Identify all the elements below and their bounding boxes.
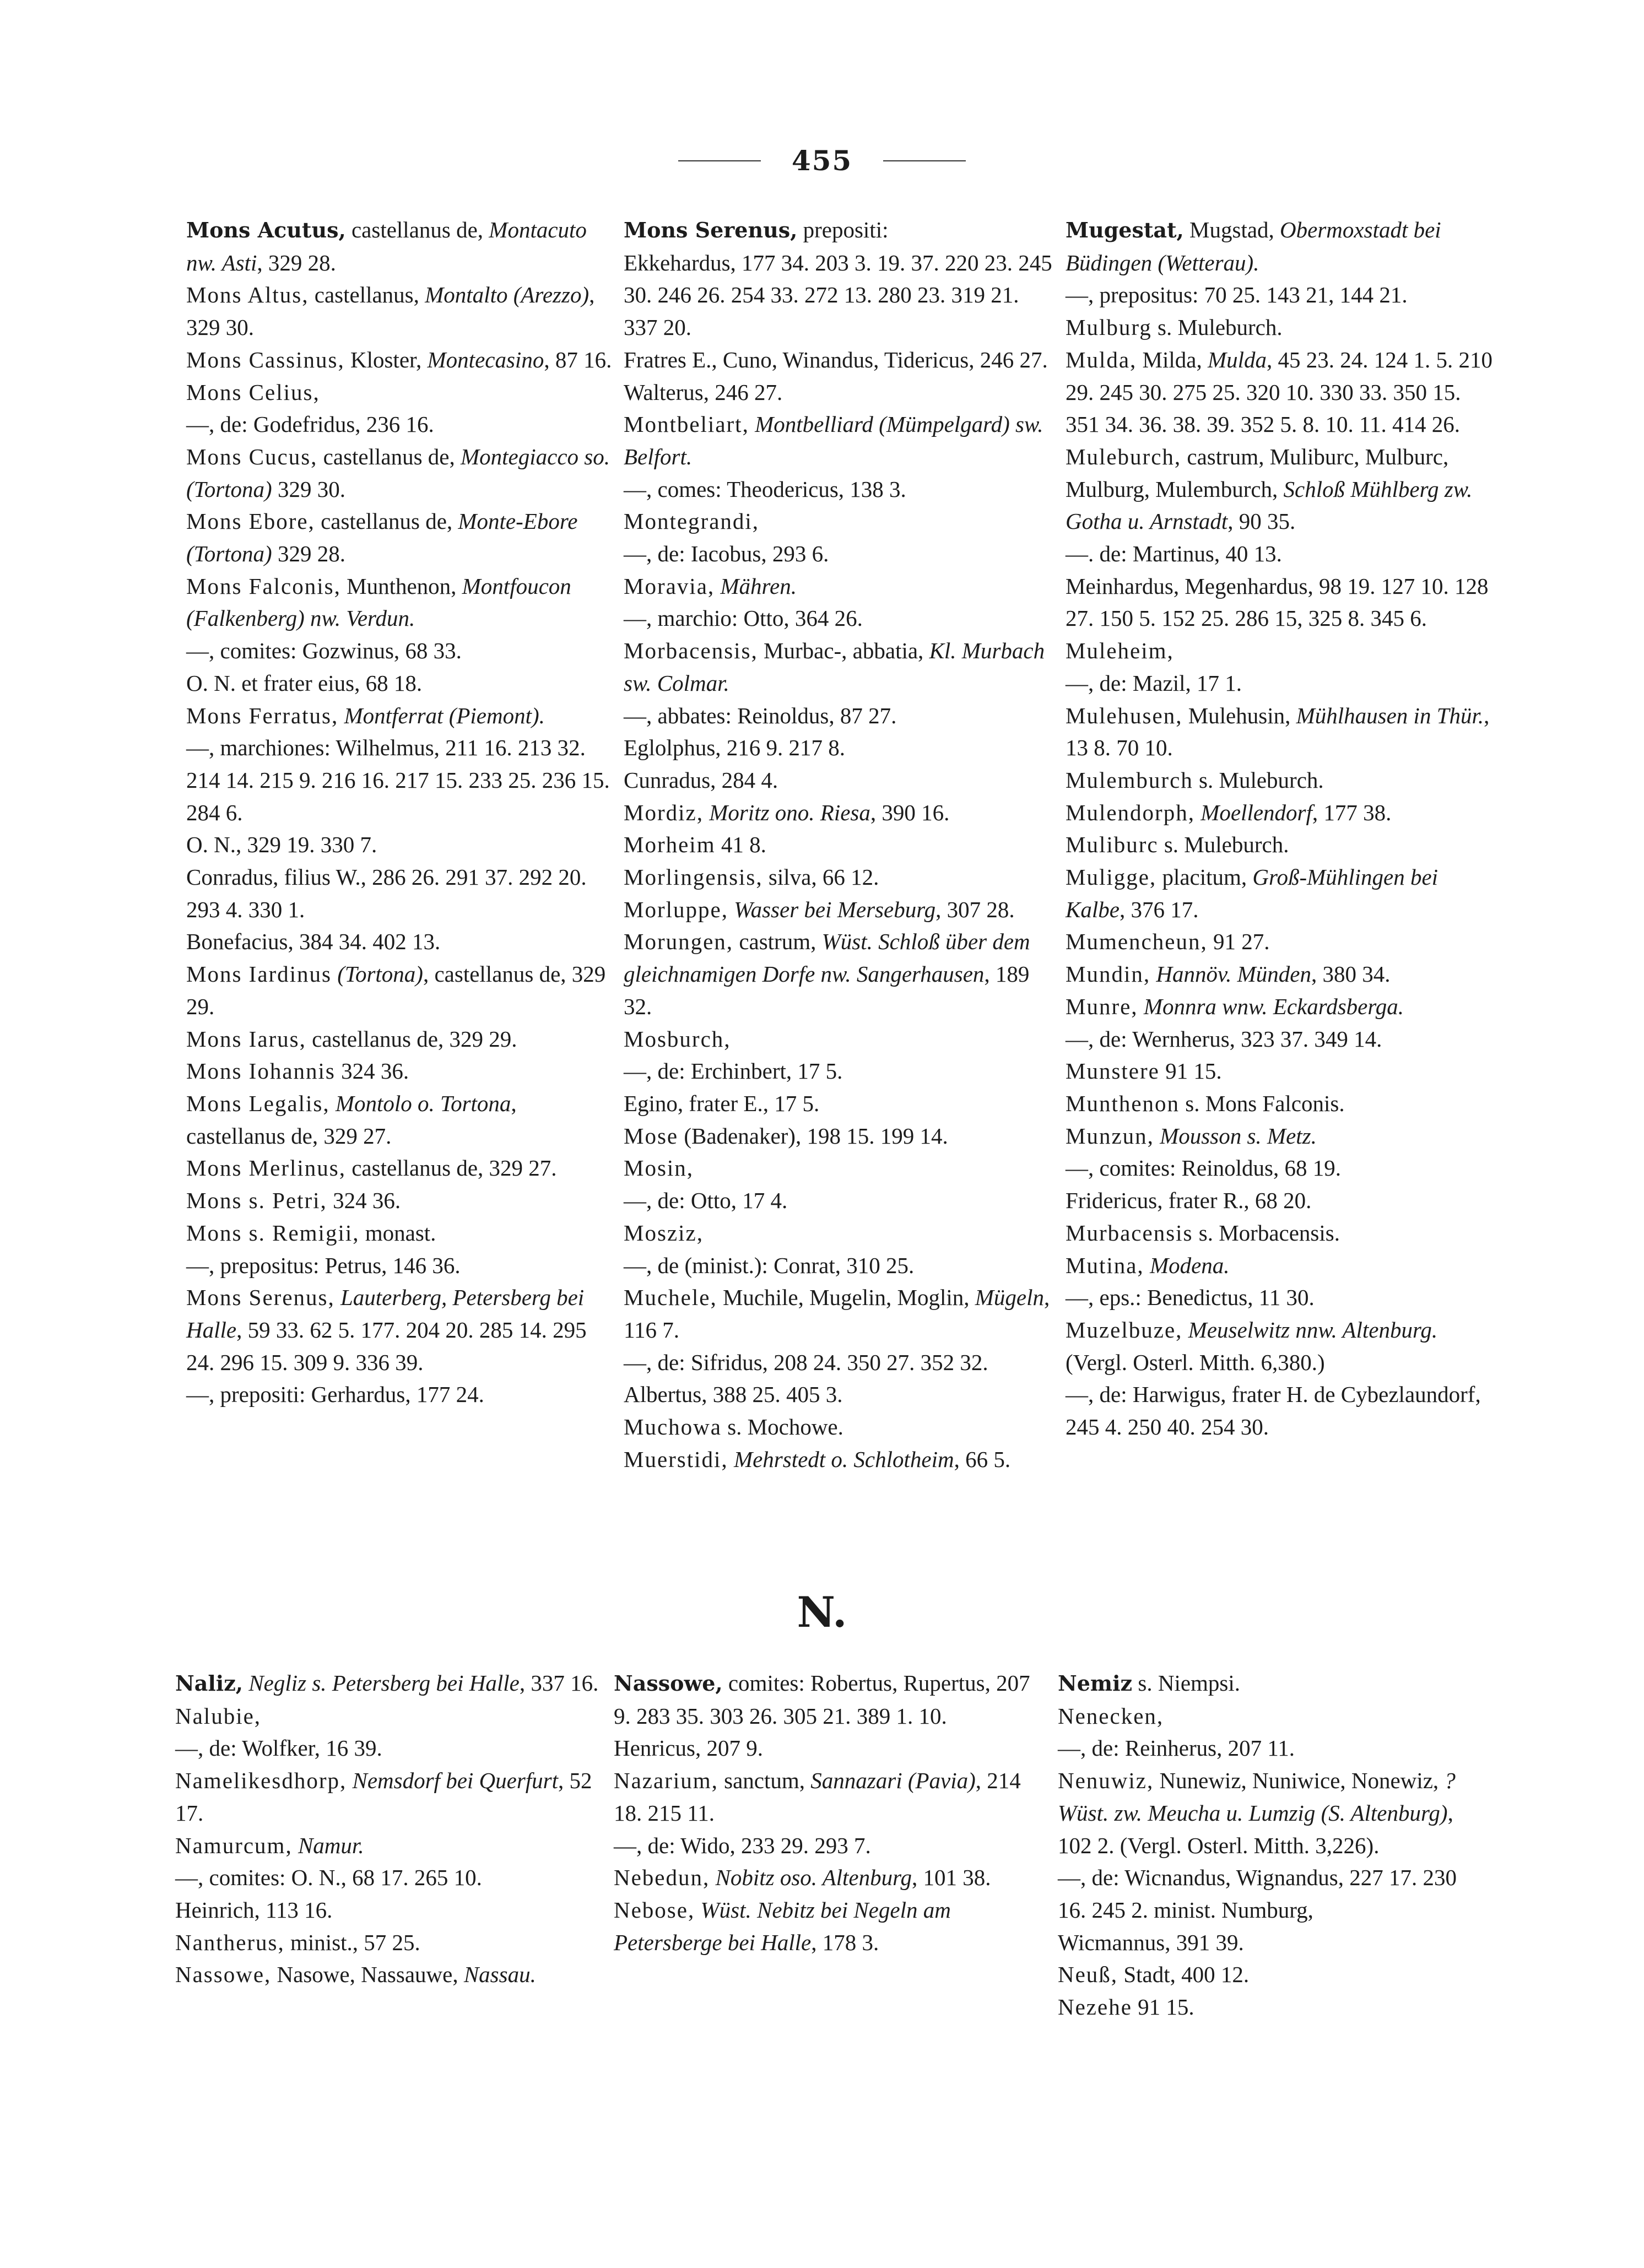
- index-entry: Mons Merlinus, castellanus de, 329 27.: [186, 1155, 557, 1181]
- index-entry: Mons s. Remigii, monast.: [186, 1220, 436, 1246]
- index-entry: —, de: Otto, 17 4.: [624, 1188, 788, 1214]
- index-entry: O. N. et frater eius, 68 18.: [186, 670, 423, 696]
- index-entry: Muchowa s. Mochowe.: [624, 1414, 843, 1440]
- index-entry: Mons s. Petri, 324 36.: [186, 1188, 401, 1214]
- index-entry: Egino, frater E., 17 5.: [624, 1090, 820, 1116]
- page-number: 455: [791, 144, 853, 177]
- index-entry: Montbeliart, Montbelliard (Mümpelgard) sw. Belfort.: [624, 412, 1043, 469]
- index-entry: —. de: Martinus, 40 13.: [1066, 541, 1282, 567]
- index-entry: Ekkehardus, 177 34. 203 3. 19. 37. 220 23. 245 30. 246 26. 254 33. 272 13. 280 23. 319 21. 337 20.: [624, 250, 1052, 340]
- index-entry: —, de: Godefridus, 236 16.: [186, 412, 434, 437]
- index-entry: —, marchio: Otto, 364 26.: [624, 605, 863, 631]
- index-entry: —, eps.: Benedictus, 11 30.: [1066, 1285, 1315, 1311]
- index-entry: Henricus, 207 9.: [614, 1735, 764, 1761]
- index-entry: Munre, Monnra wnw. Eckardsberga.: [1066, 993, 1404, 1019]
- index-entry: Walterus, 246 27.: [624, 379, 783, 405]
- index-entry: Nebedun, Nobitz oso. Altenburg, 101 38.: [614, 1865, 991, 1891]
- index-entry: Mons Serenus, prepositi:: [624, 217, 889, 242]
- index-entry: Mons Legalis, Montolo o. Tortona, castellanus de, 329 27.: [186, 1090, 517, 1149]
- index-entry: —, comites: O. N., 68 17. 265 10.: [175, 1865, 482, 1891]
- index-entry: Nezehe 91 15.: [1058, 1994, 1194, 2020]
- index-entry: —, de (minist.): Conrat, 310 25.: [624, 1252, 915, 1278]
- index-entry: Mons Acutus, castellanus de, Montacuto nw. Asti, 329 28.: [186, 217, 587, 275]
- index-entry: Nassowe, Nasowe, Nassauwe, Nassau.: [175, 1962, 536, 1988]
- index-entry: Neuß, Stadt, 400 12.: [1058, 1962, 1250, 1988]
- index-entry: Mosburch,: [624, 1026, 731, 1052]
- index-entry: —, prepositus: Petrus, 146 36.: [186, 1252, 461, 1278]
- index-entry: Mulehusen, Mulehusin, Mühlhausen in Thür., 13 8. 70 10.: [1066, 702, 1490, 761]
- index-entry: Mons Serenus, Lauterberg, Petersberg bei Halle, 59 33. 62 5. 177. 204 20. 285 14. 295 24. 296 15. 309 9. 336 39.: [186, 1285, 587, 1375]
- index-entry: —, de: Wido, 233 29. 293 7.: [614, 1832, 871, 1858]
- index-entry: Nazarium, sanctum, Sannazari (Pavia), 214 18. 215 11.: [614, 1768, 1021, 1826]
- index-entry: Nassowe, comites: Robertus, Rupertus, 207 9. 283 35. 303 26. 305 21. 389 1. 10.: [614, 1670, 1030, 1729]
- index-entry: Mons Cucus, castellanus de, Montegiacco so. (Tortona) 329 30.: [186, 443, 610, 502]
- index-entry: —, prepositi: Gerhardus, 177 24.: [186, 1382, 484, 1408]
- index-entry: Morluppe, Wasser bei Merseburg, 307 28.: [624, 896, 1015, 922]
- index-entry: —, de: Sifridus, 208 24. 350 27. 352 32.: [624, 1349, 988, 1375]
- header-rule-right: [883, 160, 966, 161]
- index-entry: Wicmannus, 391 39.: [1058, 1929, 1244, 1955]
- index-entry: Nantherus, minist., 57 25.: [175, 1929, 420, 1955]
- index-entry: —, comes: Theodericus, 138 3.: [624, 476, 906, 502]
- index-entry: —, de: Reinherus, 207 11.: [1058, 1735, 1295, 1761]
- column-2-n: [614, 1667, 1043, 1958]
- index-entry: Mulda, Milda, Mulda, 45 23. 24. 124 1. 5. 210 29. 245 30. 275 25. 320 10. 330 33. 350 15. 351 34. 36. 38. 39. 352 5. 8. 10. 11. 414 26.: [1066, 347, 1493, 437]
- index-entry: Muleburch, castrum, Muliburc, Mulburc, Mulburg, Mulemburch, Schloß Mühlberg zw. Gotha u. Arnstadt, 90 35.: [1066, 443, 1473, 534]
- index-entry: Namurcum, Namur.: [175, 1832, 364, 1858]
- column-3-n: [1058, 1667, 1488, 2023]
- index-entry: Mordiz, Moritz ono. Riesa, 390 16.: [624, 799, 950, 825]
- index-entry: —, comites: Gozwinus, 68 33.: [186, 638, 462, 664]
- index-entry: Morlingensis, silva, 66 12.: [624, 864, 879, 890]
- index-entry: Mugestat, Mugstad, Obermoxstadt bei Büdingen (Wetterau).: [1066, 217, 1441, 275]
- index-entry: Morheim 41 8.: [624, 832, 766, 858]
- index-entry: —, de: Mazil, 17 1.: [1066, 670, 1242, 696]
- index-entry: Munstere 91 15.: [1066, 1058, 1222, 1084]
- column-1-n: [175, 1667, 605, 1991]
- index-entry: Fridericus, frater R., 68 20.: [1066, 1188, 1312, 1214]
- index-entry: Morbacensis, Murbac-, abbatia, Kl. Murbach sw. Colmar.: [624, 638, 1045, 696]
- index-entry: Mosin,: [624, 1155, 694, 1181]
- index-entry: O. N., 329 19. 330 7.: [186, 832, 377, 858]
- index-entry: Munthenon s. Mons Falconis.: [1066, 1090, 1345, 1116]
- index-entry: Meinhardus, Megenhardus, 98 19. 127 10. 128 27. 150 5. 152 25. 286 15, 325 8. 345 6.: [1066, 573, 1489, 631]
- index-entry: Muligge, placitum, Groß-Mühlingen bei Kalbe, 376 17.: [1066, 864, 1438, 922]
- index-entry: Mulburg s. Muleburch.: [1066, 315, 1283, 340]
- column-1-m: [186, 214, 616, 1411]
- index-entry: Fratres E., Cuno, Winandus, Tidericus, 246 27.: [624, 347, 1048, 372]
- index-entry: Mose (Badenaker), 198 15. 199 14.: [624, 1123, 948, 1149]
- index-entry: Munzun, Mousson s. Metz.: [1066, 1123, 1317, 1149]
- index-entry: Montegrandi,: [624, 508, 760, 534]
- index-entry: —, de: Wicnandus, Wignandus, 227 17. 230 16. 245 2. minist. Numburg,: [1058, 1865, 1457, 1923]
- index-entry: —, de: Iacobus, 293 6.: [624, 541, 829, 567]
- index-entry: Nenuwiz, Nunewiz, Nuniwice, Nonewiz, ? Wüst. zw. Meucha u. Lumzig (S. Altenburg), 102 2. (Vergl. Osterl. Mitth. 3,226).: [1058, 1768, 1456, 1858]
- index-entry: Namelikesdhorp, Nemsdorf bei Querfurt, 52 17.: [175, 1768, 592, 1826]
- index-entry: Mons Iardinus (Tortona), castellanus de, 329 29.: [186, 961, 606, 1019]
- index-entry: Mons Ebore, castellanus de, Monte-Ebore (Tortona) 329 28.: [186, 508, 578, 567]
- index-entry: —, de: Wolfker, 16 39.: [175, 1735, 382, 1761]
- index-entry: Mutina, Modena.: [1066, 1252, 1230, 1278]
- index-entry: Mons Altus, castellanus, Montalto (Arezzo), 329 30.: [186, 282, 595, 340]
- column-3-m: [1066, 214, 1495, 1443]
- index-entry: Cunradus, 284 4.: [624, 767, 778, 793]
- index-entry: Mulemburch s. Muleburch.: [1066, 767, 1324, 793]
- index-entry: Mons Iarus, castellanus de, 329 29.: [186, 1026, 517, 1052]
- index-entry: Naliz, Negliz s. Petersberg bei Halle, 337 16.: [175, 1670, 599, 1696]
- index-entry: Eglolphus, 216 9. 217 8.: [624, 735, 846, 761]
- index-entry: —, comites: Reinoldus, 68 19.: [1066, 1155, 1341, 1181]
- index-entry: Nebose, Wüst. Nebitz bei Negeln am Petersberge bei Halle, 178 3.: [614, 1897, 951, 1955]
- index-entry: Mundin, Hannöv. Münden, 380 34.: [1066, 961, 1391, 987]
- index-entry: Nenecken,: [1058, 1703, 1164, 1729]
- index-entry: —, prepositus: 70 25. 143 21, 144 21.: [1066, 282, 1408, 308]
- index-entry: Mosziz,: [624, 1220, 704, 1246]
- index-entry: —, marchiones: Wilhelmus, 211 16. 213 32. 214 14. 215 9. 216 16. 217 15. 233 25. 236 15. 284 6.: [186, 735, 610, 825]
- index-entry: Mulendorph, Moellendorf, 177 38.: [1066, 799, 1392, 825]
- index-entry: Murbacensis s. Morbacensis.: [1066, 1220, 1340, 1246]
- page-header: [0, 144, 1644, 177]
- index-entry: Muerstidi, Mehrstedt o. Schlotheim, 66 5.: [624, 1446, 1011, 1472]
- index-entry: Nemiz s. Niempsi.: [1058, 1670, 1241, 1696]
- index-entry: Heinrich, 113 16.: [175, 1897, 333, 1923]
- index-entry: —, de: Erchinbert, 17 5.: [624, 1058, 843, 1084]
- index-entry: Muleheim,: [1066, 638, 1174, 664]
- header-rule-left: [678, 160, 761, 161]
- index-entry: Mumencheun, 91 27.: [1066, 929, 1270, 955]
- index-entry: Bonefacius, 384 34. 402 13.: [186, 929, 441, 955]
- index-entry: Mons Ferratus, Montferrat (Piemont).: [186, 702, 545, 728]
- column-2-m: [624, 214, 1053, 1475]
- index-entry: Muchele, Muchile, Mugelin, Moglin, Mügeln, 116 7.: [624, 1285, 1050, 1343]
- index-entry: —, de: Wernherus, 323 37. 349 14.: [1066, 1026, 1382, 1052]
- index-entry: —, de: Harwigus, frater H. de Cybezlaundorf, 245 4. 250 40. 254 30.: [1066, 1382, 1481, 1440]
- index-entry: Moravia, Mähren.: [624, 573, 797, 599]
- section-letter: N.: [797, 1588, 847, 1637]
- index-entry: Mons Iohannis 324 36.: [186, 1058, 409, 1084]
- index-entry: Mons Celius,: [186, 379, 320, 405]
- index-entry: Morungen, castrum, Wüst. Schloß über dem gleichnamigen Dorfe nw. Sangerhausen, 189 32.: [624, 929, 1030, 1019]
- index-entry: —, abbates: Reinoldus, 87 27.: [624, 702, 897, 728]
- index-entry: Albertus, 388 25. 405 3.: [624, 1382, 843, 1408]
- index-entry: Mons Falconis, Munthenon, Montfoucon (Falkenberg) nw. Verdun.: [186, 573, 571, 631]
- index-entry: Mons Cassinus, Kloster, Montecasino, 87 16.: [186, 347, 612, 372]
- index-entry: Nalubie,: [175, 1703, 262, 1729]
- index-entry: Muliburc s. Muleburch.: [1066, 832, 1289, 858]
- index-entry: Muzelbuze, Meuselwitz nnw. Altenburg. (Vergl. Osterl. Mitth. 6,380.): [1066, 1317, 1438, 1375]
- index-entry: Conradus, filius W., 286 26. 291 37. 292 20. 293 4. 330 1.: [186, 864, 587, 922]
